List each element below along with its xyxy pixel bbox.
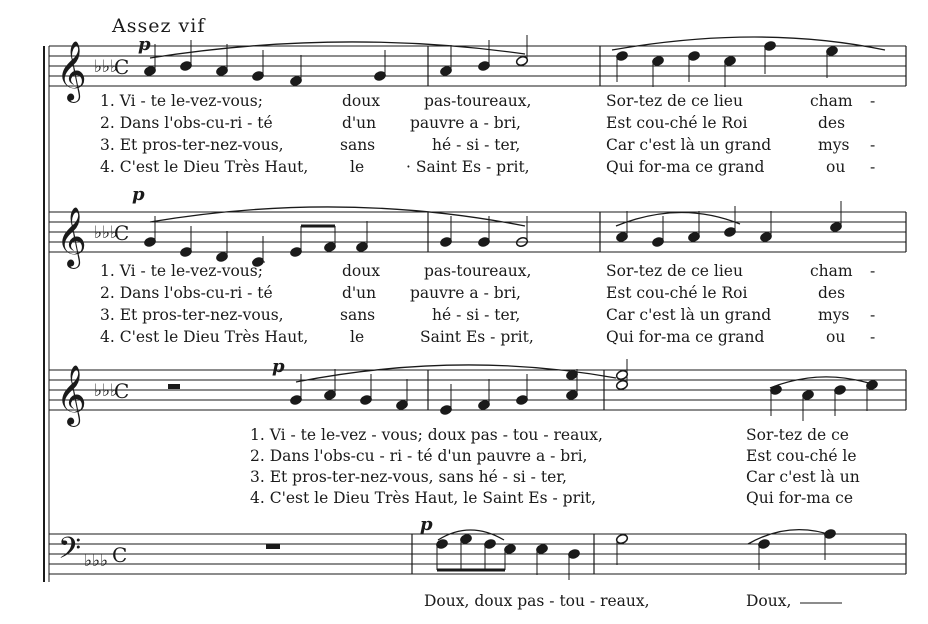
time-signature: C <box>112 543 128 567</box>
staff-4 <box>49 514 906 580</box>
lyric-bass: Doux, doux pas - tou - reaux, <box>424 592 650 610</box>
lyric-syllable: hé - si - ter, <box>432 136 521 154</box>
lyric-verse-1: 1. Vi - te le-vez-vous; <box>100 262 263 280</box>
lyric-verse-4: 4. C'est le Dieu Très Haut, <box>100 158 309 176</box>
lyric-syllable: · Saint Es - prit, <box>406 158 530 176</box>
lyric-syllable: doux <box>342 262 380 280</box>
lyric-syllable: Car c'est là un grand <box>606 306 772 324</box>
lyric-verse-3: 3. Et pros-ter-nez-vous, <box>100 306 284 324</box>
dynamic-piano: p <box>272 356 285 377</box>
key-signature-flats: ♭♭♭ <box>94 57 119 77</box>
lyric-verse-4: 4. C'est le Dieu Très Haut, <box>100 328 309 346</box>
lyric-syllable: cham <box>810 262 853 280</box>
lyric-syllable: doux <box>342 92 380 110</box>
lyric-syllable: Saint Es - prit, <box>420 328 534 346</box>
time-signature: C <box>114 379 130 403</box>
lyric-syllable: Sor-tez de ce lieu <box>606 262 743 280</box>
lyric-syllable: Qui for-ma ce grand <box>606 158 765 176</box>
key-signature-flats: ♭♭♭ <box>94 223 119 243</box>
phrase-slur <box>150 207 525 226</box>
lyric-syllable: pas-toureaux, <box>424 262 532 280</box>
lyric-syllable: d'un <box>342 284 377 302</box>
lyric-syllable: Qui for-ma ce grand <box>606 328 765 346</box>
lyric-syllable: - <box>870 328 876 346</box>
lyric-syllable: pauvre a - bri, <box>410 284 521 302</box>
lyric-syllable: des <box>818 284 846 302</box>
lyric-syllable: Car c'est là un grand <box>606 136 772 154</box>
half-rest <box>168 384 180 389</box>
lyric-syllable: des <box>818 114 846 132</box>
lyric-syllable: - <box>870 306 876 324</box>
lyric-syllable: ou <box>826 328 846 346</box>
phrase-slur <box>616 212 740 226</box>
lyric-syllable: sans <box>340 306 376 324</box>
lyric-syllable: Qui for-ma ce <box>746 489 854 507</box>
lyric-verse-2: 2. Dans l'obs-cu-ri - té <box>100 114 273 132</box>
lyric-syllable: hé - si - ter, <box>432 306 521 324</box>
staff-4-lyrics <box>424 592 842 610</box>
dynamic-piano: p <box>138 34 151 55</box>
lyric-syllable: sans <box>340 136 376 154</box>
lyric-syllable: pauvre a - bri, <box>410 114 521 132</box>
lyric-verse-1: 1. Vi - te le-vez - vous; doux pas - tou - reaux, <box>250 426 603 444</box>
staff-1-notes <box>143 35 838 87</box>
staff-1-lyrics <box>100 92 875 176</box>
key-signature-flats: ♭♭♭ <box>94 381 119 401</box>
lyric-syllable: Est cou-ché le <box>746 447 857 465</box>
lyric-syllable: - <box>870 262 876 280</box>
lyric-syllable: Est cou-ché le Roi <box>606 114 748 132</box>
phrase-slur <box>612 37 885 50</box>
lyric-syllable: - <box>870 158 876 176</box>
dynamic-piano: p <box>132 184 145 205</box>
staff-3-lyrics <box>250 426 860 507</box>
lyric-verse-3: 3. Et pros-ter-nez-vous, sans hé - si - ter, <box>250 468 567 486</box>
lyric-verse-2: 2. Dans l'obs-cu-ri - té <box>100 284 273 302</box>
time-signature: C <box>114 55 130 79</box>
time-signature: C <box>114 221 130 245</box>
lyric-syllable: le <box>350 158 365 176</box>
treble-clef-icon: 𝄞 <box>56 41 87 101</box>
lyric-syllable: - <box>870 92 876 110</box>
lyric-syllable: le <box>350 328 365 346</box>
lyric-verse-3: 3. Et pros-ter-nez-vous, <box>100 136 284 154</box>
lyric-syllable: cham <box>810 92 853 110</box>
lyric-verse-4: 4. C'est le Dieu Très Haut, le Saint Es - prit, <box>250 489 597 507</box>
staff-3 <box>49 356 906 427</box>
staff-4-lines <box>49 534 906 574</box>
bass-clef-icon: 𝄢 <box>58 532 82 573</box>
lyric-syllable: d'un <box>342 114 377 132</box>
staff-1-lines <box>49 46 906 86</box>
lyric-syllable: Est cou-ché le Roi <box>606 284 748 302</box>
tempo-marking: Assez vif <box>112 15 206 37</box>
key-signature-flats: ♭♭♭ <box>84 551 109 571</box>
dynamic-piano: p <box>420 514 433 535</box>
treble-clef-icon: 𝄞 <box>56 207 87 267</box>
lyric-syllable: Sor-tez de ce <box>746 426 849 444</box>
lyric-verse-2: 2. Dans l'obs-cu - ri - té d'un pauvre a - bri, <box>250 447 588 465</box>
lyric-syllable: mys <box>818 306 850 324</box>
lyric-syllable: pas-toureaux, <box>424 92 532 110</box>
lyric-syllable: Sor-tez de ce lieu <box>606 92 743 110</box>
staff-2-notes <box>143 201 842 268</box>
lyric-syllable: - <box>870 136 876 154</box>
phrase-slur <box>770 377 872 388</box>
lyric-syllable: mys <box>818 136 850 154</box>
whole-rest <box>266 544 280 549</box>
lyric-syllable: Car c'est là un <box>746 468 860 486</box>
lyric-syllable: ou <box>826 158 846 176</box>
lyric-syllable: Doux, <box>746 592 792 610</box>
lyric-verse-1: 1. Vi - te le-vez-vous; <box>100 92 263 110</box>
staff-2-lyrics <box>100 262 875 346</box>
staff-2 <box>49 184 906 269</box>
treble-clef-icon: 𝄞 <box>56 365 87 425</box>
